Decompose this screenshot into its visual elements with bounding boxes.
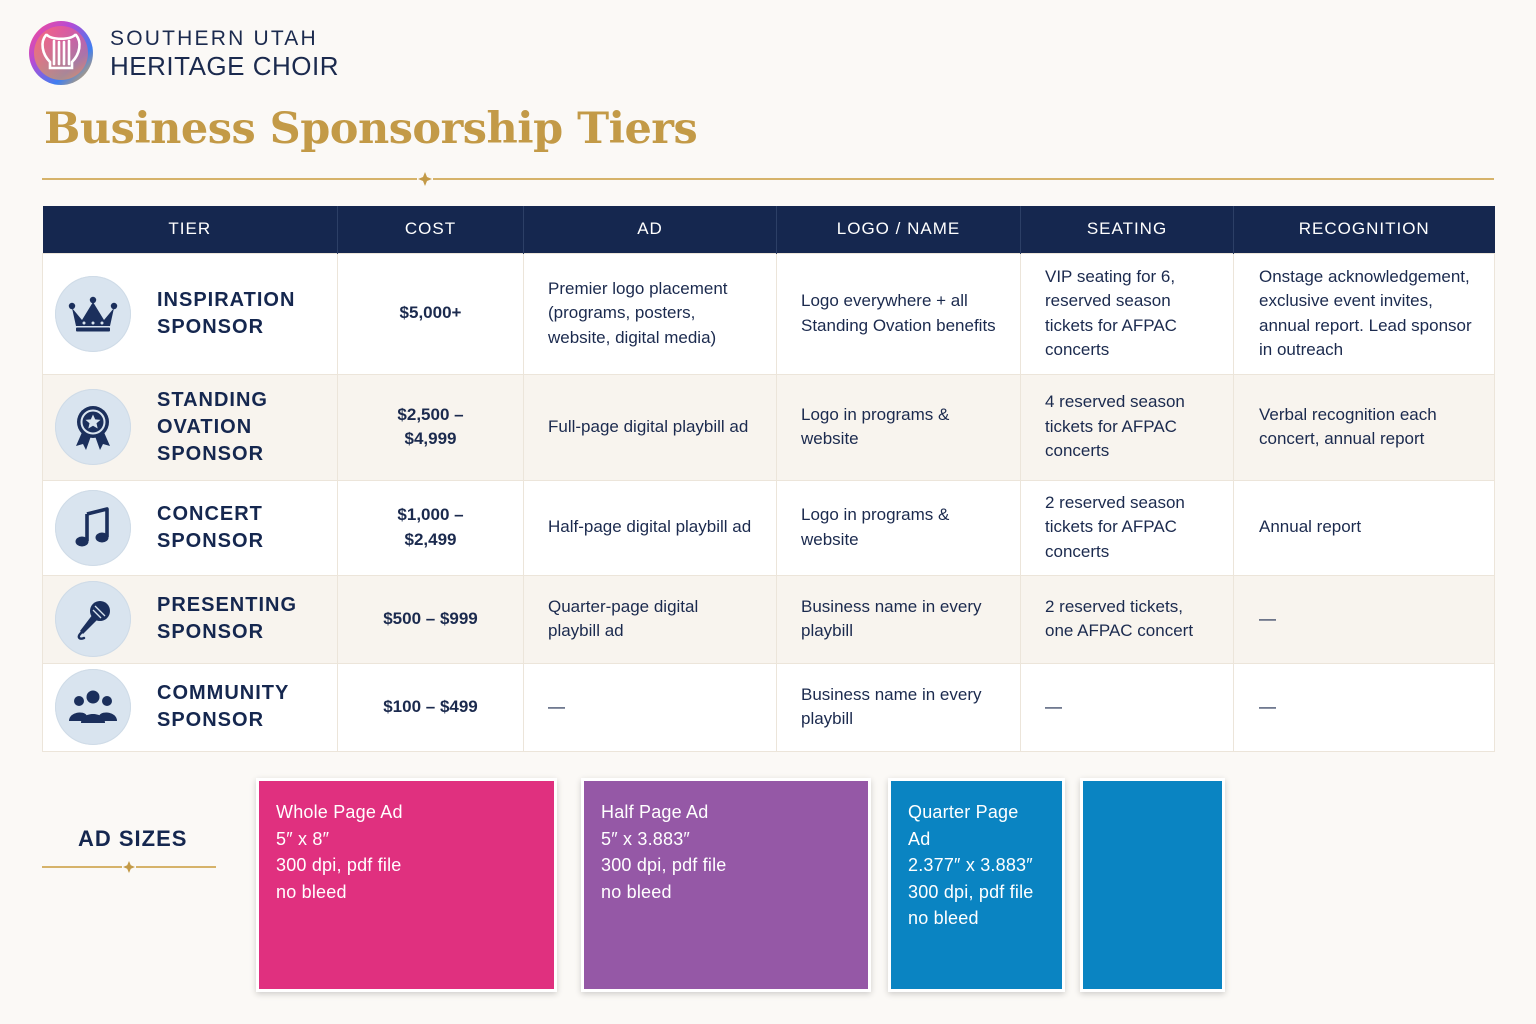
- cost-cell: $5,000+: [338, 253, 524, 374]
- seating-cell: 2 reserved season tickets for AFPAC concerts: [1021, 480, 1234, 575]
- header-ad: AD: [524, 206, 777, 253]
- tier-name: STANDING OVATION SPONSOR: [157, 388, 268, 465]
- ad-cell: Premier logo placement (programs, posters, website, digital media): [524, 253, 777, 374]
- ad-card-quarter-page-second: [1080, 778, 1225, 992]
- ad-title: Quarter Page Ad: [908, 802, 1019, 849]
- seating-cell: —: [1021, 663, 1234, 751]
- table-row: [43, 663, 1495, 751]
- table-header-row: [43, 206, 1495, 253]
- ad-cell: —: [524, 663, 777, 751]
- table-row: [43, 480, 1495, 575]
- cost-cell: $500 – $999: [338, 575, 524, 663]
- cost-cell: $2,500 – $4,999: [338, 374, 524, 480]
- logo-cell: Logo in programs & website: [777, 374, 1021, 480]
- brand-name-line1: SOUTHERN UTAH: [110, 26, 318, 50]
- cost-cell: $1,000 – $2,499: [338, 480, 524, 575]
- ad-cell: Quarter-page digital playbill ad: [524, 575, 777, 663]
- diamond-ornament-icon: [122, 860, 136, 874]
- ad-dimensions: 5″ x 8″: [276, 828, 330, 849]
- ad-cell: Full-page digital playbill ad: [524, 374, 777, 480]
- brand-logo: [28, 20, 339, 86]
- ad-swatch: [1083, 781, 1222, 989]
- ad-dimensions: 2.377″ x 3.883″: [908, 855, 1033, 875]
- logo-cell: Logo everywhere + all Standing Ovation benefits: [777, 253, 1021, 374]
- ad-bleed: no bleed: [601, 881, 672, 902]
- ad-dimensions: 5″ x 3.883″: [601, 828, 691, 849]
- crown-icon: [55, 276, 131, 352]
- logo-cell: Business name in every playbill: [777, 663, 1021, 751]
- recognition-cell: Annual report: [1234, 480, 1495, 575]
- music-note-icon: [55, 490, 131, 566]
- cost-cell: $100 – $499: [338, 663, 524, 751]
- community-group-icon: [55, 669, 131, 745]
- ad-bleed: no bleed: [276, 881, 347, 902]
- recognition-cell: —: [1234, 575, 1495, 663]
- page-title: Business Sponsorship Tiers: [44, 104, 698, 154]
- ad-title: Half Page Ad: [601, 802, 709, 822]
- ad-bleed: no bleed: [908, 908, 979, 928]
- ad-swatch: [891, 781, 1062, 989]
- ad-swatch: [584, 781, 868, 989]
- logo-cell: Logo in programs & website: [777, 480, 1021, 575]
- table-row: [43, 374, 1495, 480]
- tier-cell: [43, 575, 338, 663]
- seating-cell: 2 reserved tickets, one AFPAC concert: [1021, 575, 1234, 663]
- header-tier: TIER: [43, 206, 338, 253]
- recognition-cell: —: [1234, 663, 1495, 751]
- ad-card-quarter-page: [888, 778, 1065, 992]
- ad-card-half-page: [581, 778, 871, 992]
- table-row: [43, 575, 1495, 663]
- seating-cell: VIP seating for 6, reserved season tickets for AFPAC concerts: [1021, 253, 1234, 374]
- table-row: [43, 253, 1495, 374]
- diamond-ornament-icon: [417, 171, 433, 187]
- header-logo-name: LOGO / NAME: [777, 206, 1021, 253]
- tier-name: COMMUNITY SPONSOR: [157, 682, 290, 731]
- ad-title: Whole Page Ad: [276, 802, 403, 822]
- tier-cell: [43, 253, 338, 374]
- header-cost: COST: [338, 206, 524, 253]
- lyre-logo-icon: [28, 20, 94, 86]
- tier-cell: [43, 374, 338, 480]
- tier-cell: [43, 480, 338, 575]
- title-divider: [42, 178, 1494, 180]
- ad-sizes-heading: AD SIZES: [78, 826, 188, 851]
- ad-swatch: [259, 781, 554, 989]
- tier-name: INSPIRATION SPONSOR: [157, 288, 296, 338]
- ad-format: 300 dpi, pdf file: [276, 855, 402, 875]
- tier-name: PRESENTING SPONSOR: [157, 594, 298, 643]
- recognition-cell: Verbal recognition each concert, annual report: [1234, 374, 1495, 480]
- ad-format: 300 dpi, pdf file: [908, 881, 1034, 902]
- sponsorship-tiers-table: [42, 206, 1495, 752]
- ad-card-whole-page: [256, 778, 557, 992]
- seating-cell: 4 reserved season tickets for AFPAC concerts: [1021, 374, 1234, 480]
- tier-cell: [43, 663, 338, 751]
- microphone-icon: [55, 581, 131, 657]
- header-recognition: RECOGNITION: [1234, 206, 1495, 253]
- tier-name: CONCERT SPONSOR: [157, 502, 265, 552]
- ad-format: 300 dpi, pdf file: [601, 855, 727, 875]
- recognition-cell: Onstage acknowledgement, exclusive event invites, annual report. Lead sponsor in outreach: [1234, 253, 1495, 374]
- header-seating: SEATING: [1021, 206, 1234, 253]
- logo-cell: Business name in every playbill: [777, 575, 1021, 663]
- award-ribbon-icon: [55, 389, 131, 465]
- brand-name-line2: HERITAGE CHOIR: [110, 50, 339, 81]
- ad-cell: Half-page digital playbill ad: [524, 480, 777, 575]
